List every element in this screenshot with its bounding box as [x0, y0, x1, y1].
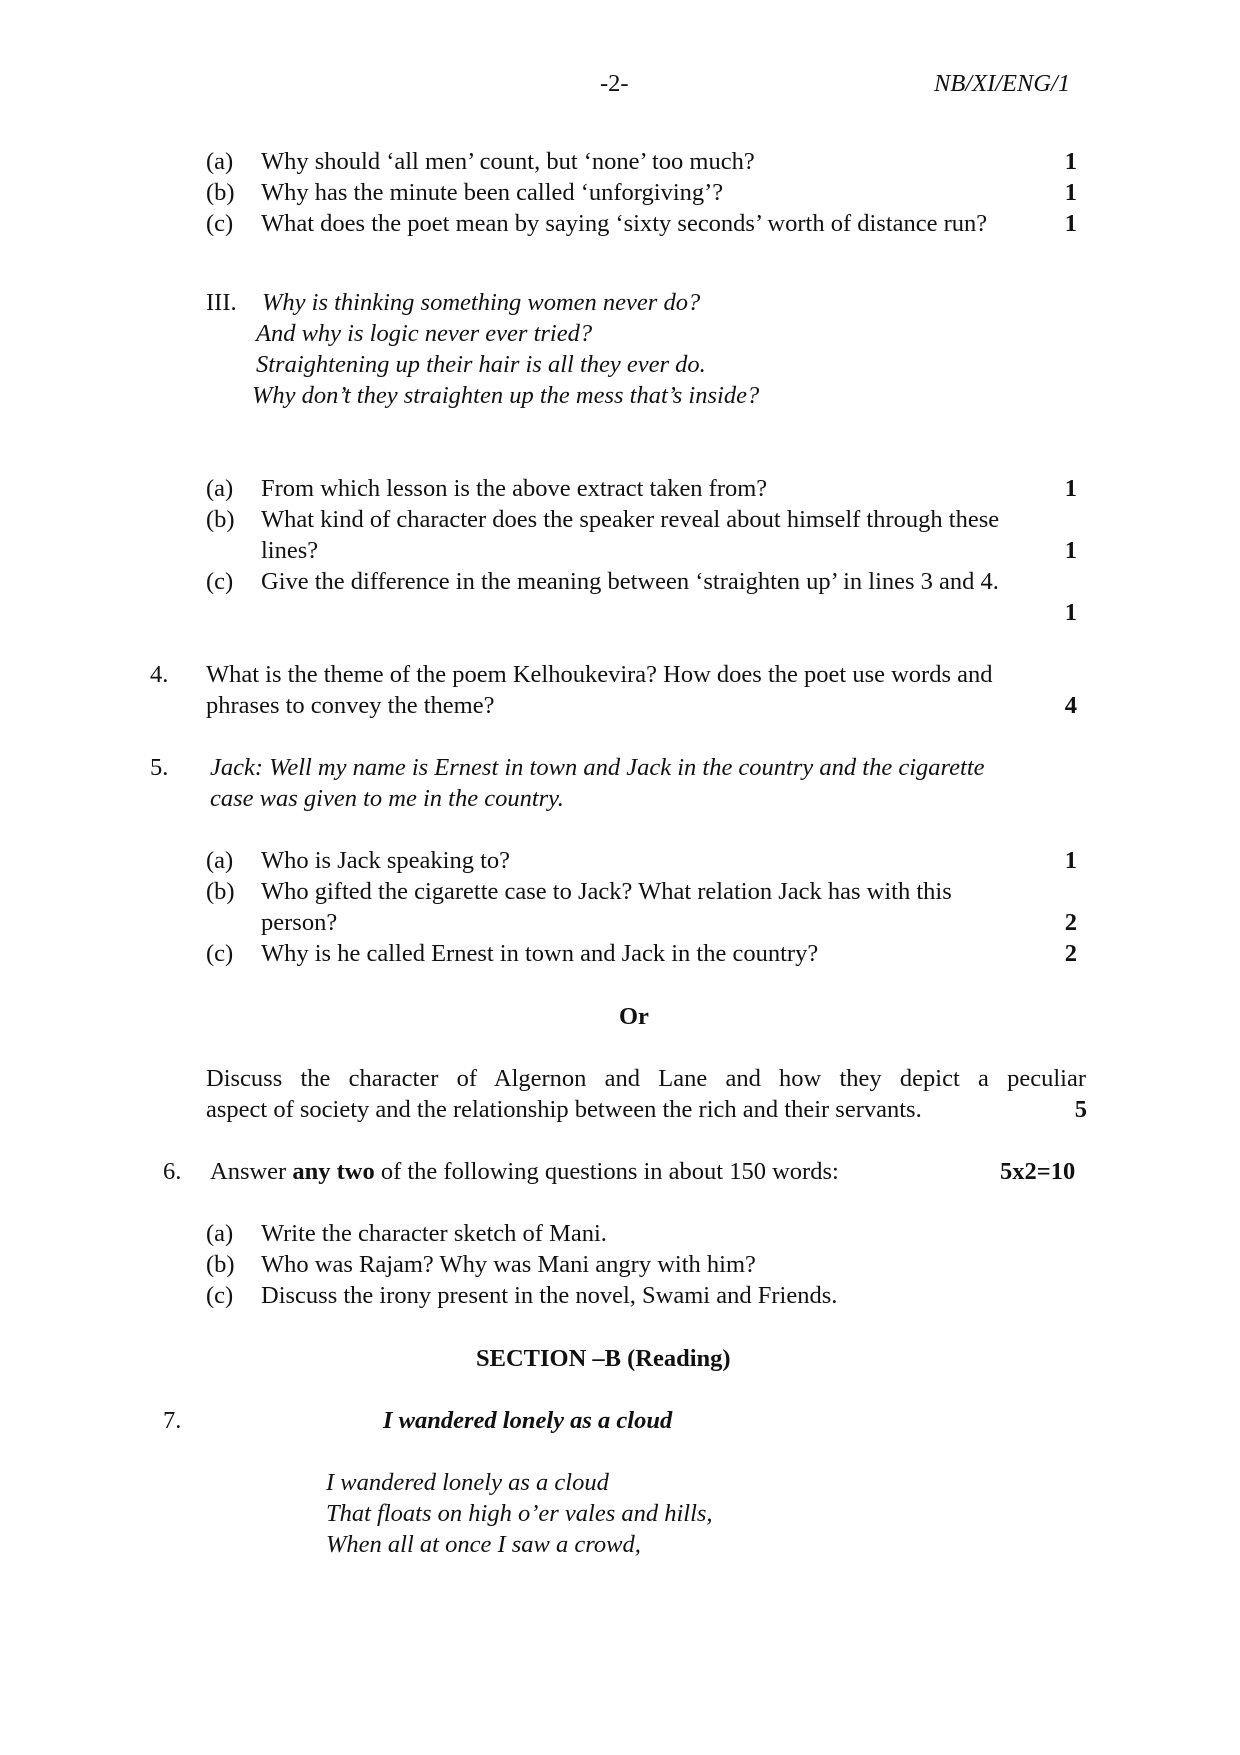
marks: 1: [1064, 475, 1077, 502]
marks: 1: [1064, 179, 1077, 206]
question-text: Answer any two of the following questions in about 150 words:: [210, 1158, 839, 1185]
alternative-question: Discuss the character of Algernon and Lane and how they depict a peculiar: [206, 1065, 1086, 1092]
poem-title: I wandered lonely as a cloud: [383, 1407, 673, 1434]
marks: 5x2=10: [1000, 1158, 1076, 1185]
question-text: What kind of character does the speaker reveal about himself through these: [261, 506, 1000, 533]
item-label: (a): [206, 475, 234, 502]
item-label: (a): [206, 1220, 234, 1247]
poem-line: And why is logic never ever tried?: [256, 320, 593, 347]
poem-line: Why is thinking something women never do?: [262, 289, 701, 316]
question-number: 7.: [163, 1407, 182, 1434]
marks: 4: [1064, 692, 1077, 719]
question-number: 5.: [150, 754, 169, 781]
question-text-continued: person?: [261, 909, 338, 936]
question-text-continued: phrases to convey the theme?: [206, 692, 495, 719]
page-number: -2-: [600, 70, 629, 97]
quote-line: Jack: Well my name is Ernest in town and Jack in the country and the cigarette: [210, 754, 985, 781]
question-number: 6.: [163, 1158, 182, 1185]
marks: 1: [1064, 148, 1077, 175]
item-label: (a): [206, 847, 234, 874]
item-label: (a): [206, 148, 234, 175]
poem-line: Straightening up their hair is all they ever do.: [256, 351, 706, 378]
item-label: (c): [206, 1282, 234, 1309]
question-text: Write the character sketch of Mani.: [261, 1220, 607, 1247]
question-text: Give the difference in the meaning between ‘straighten up’ in lines 3 and 4.: [261, 568, 999, 595]
poem-line: That floats on high o’er vales and hills,: [326, 1500, 713, 1527]
item-label: (b): [206, 1251, 235, 1278]
quote-line: case was given to me in the country.: [210, 785, 564, 812]
marks: 2: [1064, 940, 1077, 967]
question-number: 4.: [150, 661, 169, 688]
question-text-continued: lines?: [261, 537, 319, 564]
poem-line: Why don’t they straighten up the mess that’s inside?: [252, 382, 760, 409]
marks: 1: [1064, 537, 1077, 564]
question-text: What does the poet mean by saying ‘sixty seconds’ worth of distance run?: [261, 210, 988, 237]
item-label: (b): [206, 878, 235, 905]
marks: 1: [1064, 210, 1077, 237]
marks: 1: [1064, 599, 1077, 626]
or-divider: Or: [619, 1003, 649, 1030]
question-text: Who is Jack speaking to?: [261, 847, 511, 874]
poem-line: I wandered lonely as a cloud: [326, 1469, 609, 1496]
item-label: (b): [206, 179, 235, 206]
question-text: Why has the minute been called ‘unforgiving’?: [261, 179, 724, 206]
paper-code: NB/XI/ENG/1: [934, 70, 1071, 97]
marks: 1: [1064, 847, 1077, 874]
item-label: (c): [206, 210, 234, 237]
question-text: What is the theme of the poem Kelhoukevira? How does the poet use words and: [206, 661, 993, 688]
item-label: (c): [206, 940, 234, 967]
question-text: Why is he called Ernest in town and Jack in the country?: [261, 940, 819, 967]
item-label: (b): [206, 506, 235, 533]
item-label: (c): [206, 568, 234, 595]
marks: 2: [1064, 909, 1077, 936]
question-text: Why should ‘all men’ count, but ‘none’ too much?: [261, 148, 755, 175]
alternative-question-continued: aspect of society and the relationship between the rich and their servants.: [206, 1096, 922, 1123]
question-text: From which lesson is the above extract taken from?: [261, 475, 768, 502]
question-text: Discuss the irony present in the novel, Swami and Friends.: [261, 1282, 838, 1309]
poem-line: When all at once I saw a crowd,: [326, 1531, 641, 1558]
question-text: Who gifted the cigarette case to Jack? What relation Jack has with this: [261, 878, 952, 905]
marks: 5: [1074, 1096, 1087, 1123]
question-text: Who was Rajam? Why was Mani angry with him?: [261, 1251, 756, 1278]
section-heading: SECTION –B (Reading): [476, 1345, 731, 1372]
section-numeral: III.: [206, 289, 237, 316]
